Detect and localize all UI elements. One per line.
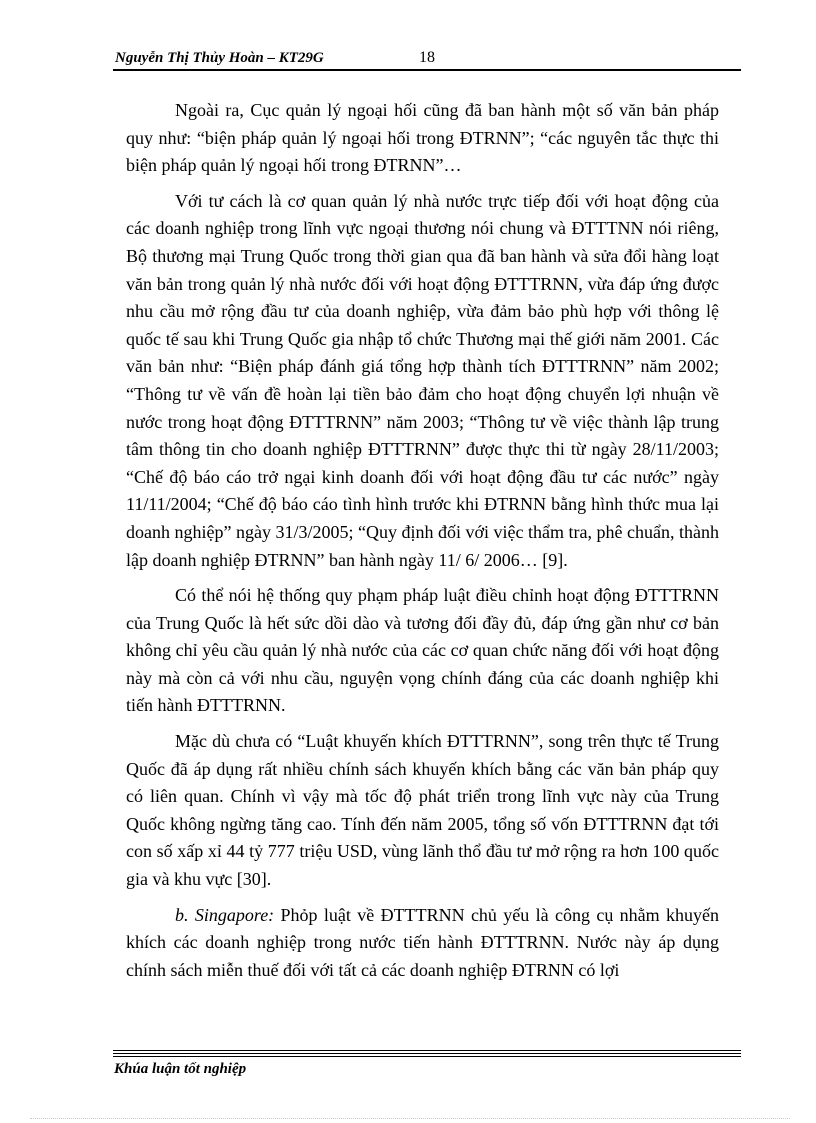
paragraph: Ngoài ra, Cục quản lý ngoại hối cũng đã ban hành một số văn bản pháp quy như: “biện pháp quản lý ngoại hối trong ĐTRNN”; “các nguyên tắc thực thi biện pháp quản lý ngoại hối trong ĐTRNN”… (126, 100, 719, 176)
paragraph: Có thể nói hệ thống quy phạm pháp luật điều chỉnh hoạt động ĐTTTRNN của Trung Quốc là hết sức dồi dào và tương đối đầy đủ, đáp ứng gần như cơ bản không chỉ yêu cầu quản lý nhà nước của các cơ quan chức năng đối với hoạt động này mà còn cả với nhu cầu, nguyện vọng chính đáng của các doanh nghiệp khi tiến hành ĐTTTRNN. (126, 585, 719, 716)
footer-rule (113, 1056, 741, 1057)
header-rule (113, 69, 741, 71)
paragraph-text: Phỏp luật về ĐTTTRNN chủ yếu là công cụ nhằm khuyến khích các doanh nghiệp trong nước tiến hành ĐTTTRNN. Nước này áp dụng chính sách miễn thuế đối với tất cả các doanh nghiệp ĐTRNN có lợi (126, 904, 720, 980)
header-author: Nguyễn Thị Thủy Hoàn – KT29G (115, 50, 324, 66)
page-header (113, 48, 741, 70)
footer-text: Khúa luận tốt nghiệp (114, 1061, 247, 1077)
paragraph: Mặc dù chưa có “Luật khuyến khích ĐTTTRNN”, song trên thực tế Trung Quốc đã áp dụng rất nhiều chính sách khuyến khích bằng các văn bản pháp quy có liên quan. Chính vì vậy mà tốc độ phát triển trong lĩnh vực này của Trung Quốc không ngừng tăng cao. Tính đến năm 2005, tổng số vốn ĐTTTRNN đạt tới con số xấp xỉ 44 tỷ 777 triệu USD, vùng lãnh thổ đầu tư mở rộng ra hơn 100 quốc gia và khu vực [30]. (126, 731, 719, 890)
section-label: b. Singapore: (175, 904, 275, 925)
footer-rule (113, 1050, 741, 1051)
footer-rule (113, 1053, 741, 1054)
paragraph: Với tư cách là cơ quan quản lý nhà nước trực tiếp đối với hoạt động của các doanh nghiệp trong lĩnh vực ngoại thương nói chung và ĐTTTNN nói riêng, Bộ thương mại Trung Quốc trong thời gian qua đã ban hành và sửa đổi hàng loạt văn bản trong quản lý nhà nước đối với hoạt động ĐTTTRNN, vừa đáp ứng được nhu cầu mở rộng đầu tư của doanh nghiệp, vừa đảm bảo phù hợp với thông lệ quốc tế sau khi Trung Quốc gia nhập tổ chức Thương mại thế giới năm 2001. Các văn bản như: “Biện pháp đánh giá tổng hợp thành tích ĐTTTRNN” năm 2002; “Thông tư về vấn đề hoàn lại tiền bảo đảm cho hoạt động chuyển lợi nhuận về nước trong hoạt động ĐTTTRNN” năm 2003; “Thông tư về việc thành lập trung tâm thông tin cho doanh nghiệp ĐTTTRNN” được thực thi từ ngày 28/11/2003; “Chế độ báo cáo trở ngại kinh doanh đối với hoạt động đầu tư các nước” ngày 11/11/2004; “Chế độ báo cáo tình hình trước khi ĐTRNN bằng hình thức mua lại doanh nghiệp” ngày 31/3/2005; “Quy định đối với việc thẩm tra, phê chuẩn, thành lập doanh nghiệp ĐTRNN” ban hành ngày 11/ 6/ 2006… [9]. (126, 190, 719, 570)
page-edge-divider (30, 1118, 790, 1119)
page-number: 18 (419, 49, 435, 66)
paragraph (126, 902, 719, 985)
body-text (126, 97, 719, 984)
